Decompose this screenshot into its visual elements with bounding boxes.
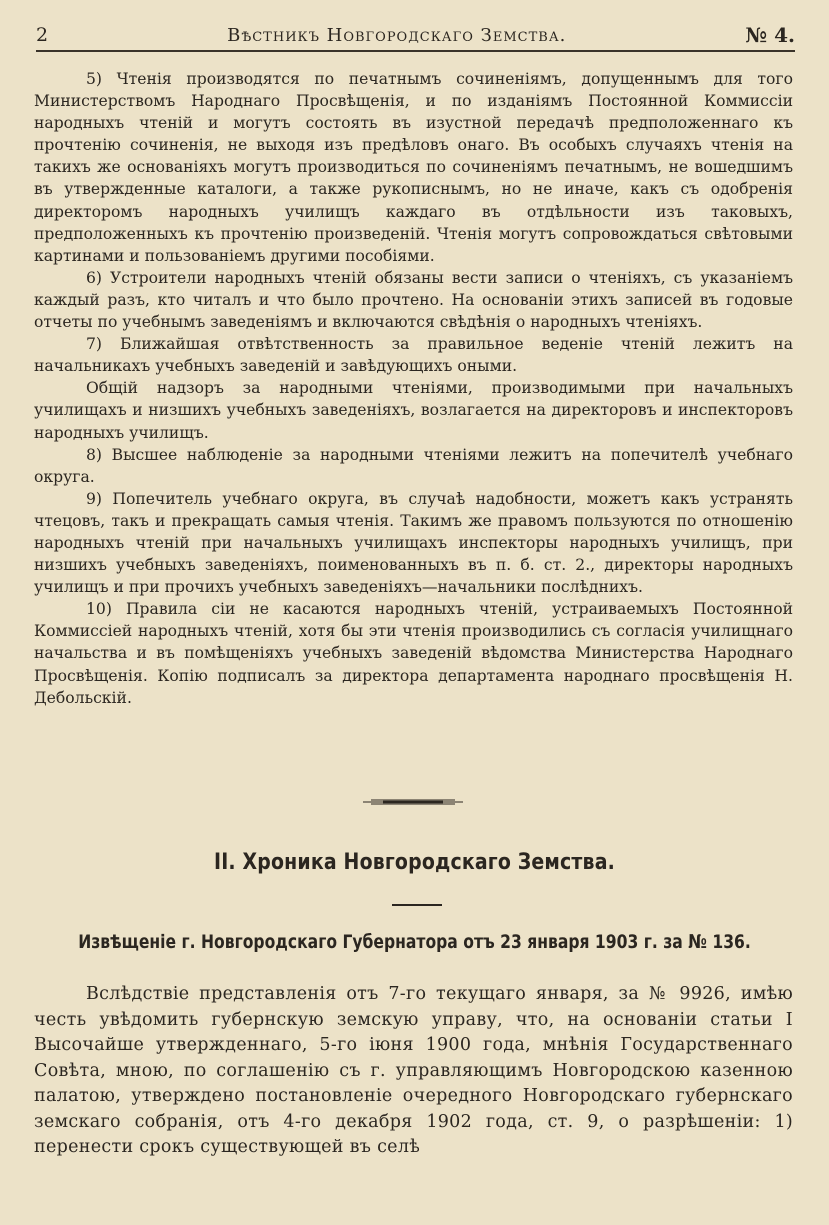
paragraph-general-supervision: Общій надзоръ за народными чтеніями, производимыми при начальныхъ училищахъ и низшихъ учебныхъ заведеніяхъ, возлагается на директоровъ и инспекторовъ народныхъ училищъ. [34,379,793,442]
paragraph-9: 9) Попечитель учебнаго округа, въ случаѣ надобности, можетъ какъ устранять чтецовъ, такъ и прекращать самыя чтенія. Такимъ же правомъ пользуются по отношенію народныхъ чтеній при начальныхъ училищахъ инспекторы народныхъ училищъ, при низшихъ учебныхъ заведеніяхъ, поименованныхъ въ п. б. ст. 2., директоры народныхъ училищъ и при прочихъ учебныхъ заведеніяхъ—начальники послѣднихъ. [34,489,793,597]
divider-ornament [363,798,463,806]
page-number: 2 [36,24,49,46]
paragraph-5: 5) Чтенія производятся по печатнымъ сочиненіямъ, допущеннымъ для того Министерствомъ Народнаго Просвѣщенія, и по изданіямъ Постоянной Коммиссіи народныхъ чтеній и могутъ состоять въ изустной передачѣ предположеннаго къ прочтенію сочиненія, не выходя изъ предѣловъ онаго. Въ особыхъ случаяхъ чтенія на такихъ же основаніяхъ могутъ производиться по сочиненіямъ печатнымъ, не вошедшимъ въ утвержденные каталоги, а также рукописнымъ, но не иначе, какъ съ одобренія директоромъ народныхъ училищъ каждаго въ отдѣльности изъ таковыхъ, предположенныхъ къ прочтенію произведеній. Чтенія могутъ сопровождаться свѣтовыми картинами и пользованіемъ другими пособіями. [34,70,793,265]
rules-text [34,68,793,709]
journal-title: Вѣстникъ Новгородскаго Земства. [227,24,567,46]
subsection-title: Извѣщеніе г. Новгородскаго Губернатора отъ 23 января 1903 г. за № 136. [78,931,751,953]
paragraph-8: 8) Высшее наблюденіе за народными чтеніями лежитъ на попечителѣ учебнаго округа. [34,445,793,486]
paragraph-10: 10) Правила сіи не касаются народныхъ чтеній, устраиваемыхъ Постоянной Коммиссіей народныхъ чтеній, хотя бы эти чтенія производились съ согласія училищнаго начальства и въ помѣщеніяхъ учебныхъ заведеній вѣдомства Министерства Народнаго Просвѣщенія. Копію подписалъ за директора департамента народнаго просвѣщенія Н. Дебольскій. [34,600,793,707]
page-header [36,20,795,52]
paragraph-7: 7) Ближайшая отвѣтственность за правильное веденіе чтеній лежитъ на начальникахъ учебныхъ заведеній и завѣдующихъ оными. [34,335,793,376]
section-rule [392,904,442,906]
section-text [34,982,793,1161]
section-paragraph: Вслѣдствіе представленія отъ 7-го текущаго января, за № 9926, имѣю честь увѣдомить губернскую земскую управу, что, на основаніи статьи I Высочайше утвержденнаго, 5-го іюня 1900 года, мнѣнія Государственнаго Совѣта, мною, по соглашенію съ г. управляющимъ Новгородскою казенною палатою, утверждено постановленіе очередного Новгородскаго губернскаго земскаго собранія, отъ 4-го декабря 1902 года, ст. 9, о разрѣшеніи: 1) перенести срокъ существующей въ селѣ [34,984,793,1157]
paragraph-6: 6) Устроители народныхъ чтеній обязаны вести записи о чтеніяхъ, съ указаніемъ каждый разъ, кто читалъ и что было прочтено. На основаніи этихъ записей въ годовые отчеты по учебнымъ заведеніямъ и включаются свѣдѣнія о народныхъ чтеніяхъ. [34,268,793,332]
issue-number: № 4. [745,23,795,47]
section-title: II. Хроника Новгородскаго Земства. [213,850,616,875]
